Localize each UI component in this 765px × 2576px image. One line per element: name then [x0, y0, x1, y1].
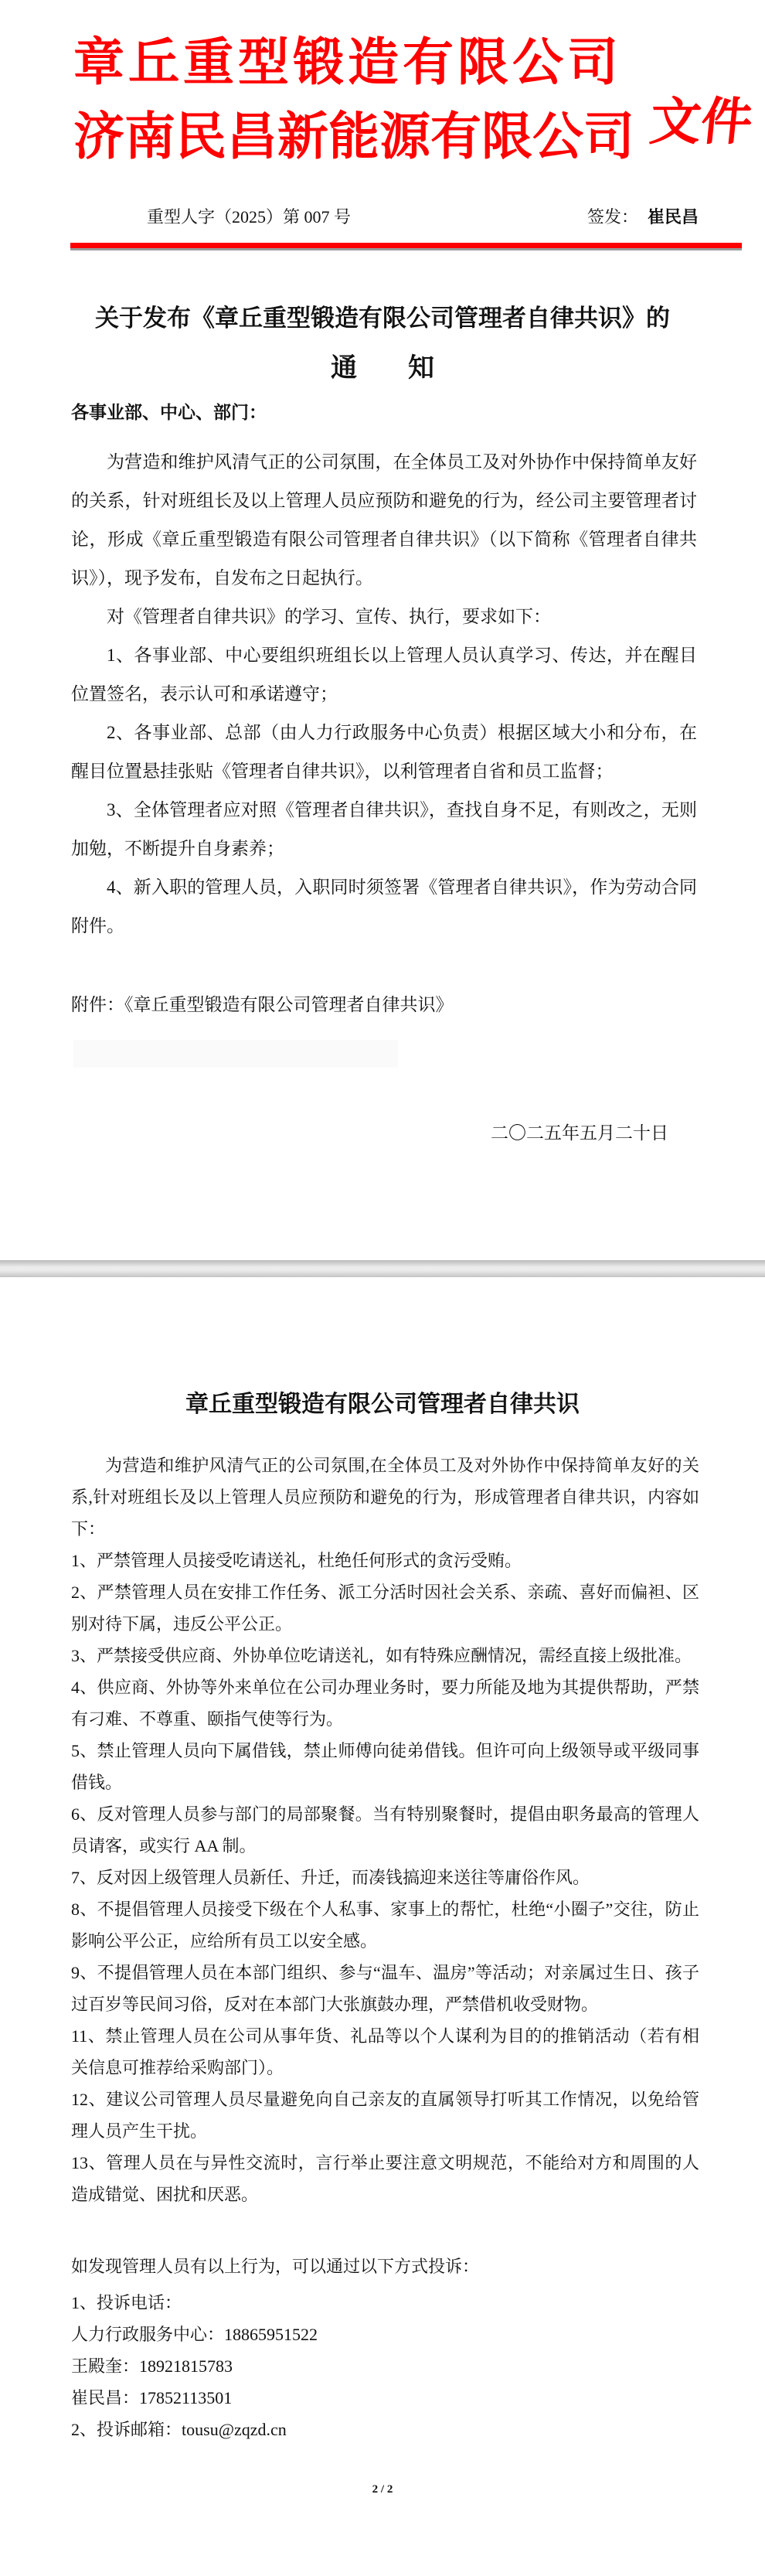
notice-paragraph: 为营造和维护风清气正的公司氛围，在全体员工及对外协作中保持简单友好的关系，针对班组长及以上管理人员应预防和避免的行为，经公司主要管理者讨论，形成《章丘重型锻造有限公司管理者自律共识》（以下简称《管理者自律共识》），现予发布，自发布之日起执行。: [71, 452, 697, 588]
issuer-label: 签发：: [586, 207, 638, 227]
notice-item: 3、全体管理者应对照《管理者自律共识》，查找自身不足，有则改之，无则加勉，不断提升自身素养；: [71, 800, 697, 858]
consensus-item: 1、严禁管理人员接受吃请送礼，杜绝任何形式的贪污受贿。: [71, 1551, 522, 1570]
contact-name: 人力行政服务中心：: [71, 2325, 225, 2344]
salutation: 各事业部、中心、部门：: [71, 402, 267, 422]
contact-phone: 18865951522: [224, 2325, 318, 2344]
notice-subtitle: [0, 353, 765, 383]
complaint-intro: 如发现管理人员有以上行为，可以通过以下方式投诉：: [71, 2257, 480, 2276]
complaint-email-address: tousu@zqzd.cn: [182, 2420, 287, 2439]
contact-entry: [71, 2319, 699, 2350]
notice-body: [0, 443, 765, 946]
attachment-line: 附件：《章丘重型锻造有限公司管理者自律共识》: [71, 995, 454, 1014]
page-break-divider: [0, 1260, 765, 1277]
contact-phone: 18921815783: [139, 2356, 233, 2376]
consensus-item: 3、严禁接受供应商、外协单位吃请送礼，如有特殊应酬情况，需经直接上级批准。: [71, 1646, 692, 1665]
contact-name: 王殿奎：: [71, 2356, 140, 2376]
notice-item: 4、新入职的管理人员，入职同时须签署《管理者自律共识》，作为劳动合同附件。: [71, 877, 697, 935]
page-number-indicator: 2 / 2: [372, 2483, 393, 2496]
complaint-email-line: [71, 2414, 699, 2445]
consensus-item: 13、管理人员在与异性交流时，言行举止要注意文明规范，不能给对方和周围的人造成错觉、困扰和厌恶。: [71, 2153, 699, 2204]
notice-subtitle-char1: 通: [331, 353, 357, 383]
complaint-phone-label: 1、投诉电话：: [71, 2293, 182, 2312]
consensus-item: 11、禁止管理人员在公司从事年货、礼品等以个人谋利为目的的推销活动（若有相关信息可推荐给采购部门）。: [71, 2026, 699, 2077]
document-type-label: 文件: [647, 94, 756, 151]
issuer-name: 崔民昌: [647, 207, 699, 227]
company-name-line2: 济南民昌新能源有限公司: [73, 109, 634, 165]
consensus-item: 7、反对因上级管理人员新任、升迁，而凑钱搞迎来送往等庸俗作风。: [71, 1868, 590, 1887]
notice-item: 2、各事业部、总部（由人力行政服务中心负责）根据区域大小和分布，在醒目位置悬挂张贴《管理者自律共识》，以利管理者自省和员工监督；: [71, 723, 697, 781]
scan-artifact-highlight: [73, 1040, 398, 1068]
red-separator-rule: [70, 243, 742, 250]
consensus-intro: 为营造和维护风清气正的公司氛围,在全体员工及对外协作中保持简单友好的关系,针对班组长及以上管理人员应预防和避免的行为，形成管理者自律共识，内容如下：: [71, 1456, 699, 1538]
complaint-email-label: 2、投诉邮箱：: [71, 2420, 182, 2439]
consensus-item: 8、不提倡管理人员接受下级在个人私事、家事上的帮忙，杜绝“小圈子”交往，防止影响公平公正，应给所有员工以安全感。: [71, 1900, 699, 1951]
company-name-line1: 章丘重型锻造有限公司: [73, 35, 622, 91]
contact-phone: 17852113501: [139, 2388, 233, 2407]
consensus-title: 章丘重型锻造有限公司管理者自律共识: [185, 1392, 580, 1417]
consensus-item: 9、不提倡管理人员在本部门组织、参与“温车、温房”等活动；对亲属过生日、孩子过百岁等民间习俗，反对在本部门大张旗鼓办理，严禁借机收受财物。: [71, 1963, 699, 2014]
notice-title: 关于发布《章丘重型锻造有限公司管理者自律共识》的: [95, 305, 670, 332]
consensus-item: 5、禁止管理人员向下属借钱，禁止师傅向徒弟借钱。但许可向上级领导或平级同事借钱。: [71, 1741, 699, 1792]
issuer: [587, 206, 699, 229]
consensus-item: 12、建议公司管理人员尽量避免向自己亲友的直属领导打听其工作情况，以免给管理人员产生干扰。: [71, 2090, 699, 2141]
document-number-row: [0, 206, 765, 229]
consensus-item: 4、供应商、外协等外来单位在公司办理业务时，要力所能及地为其提供帮助，严禁有刁难、不尊重、颐指气使等行为。: [71, 1678, 699, 1729]
contact-entry: [71, 2350, 699, 2382]
notice-paragraph: 对《管理者自律共识》的学习、宣传、执行，要求如下：: [107, 607, 551, 626]
consensus-item: 2、严禁管理人员在安排工作任务、派工分活时因社会关系、亲疏、喜好而偏袒、区别对待下属，违反公平公正。: [71, 1583, 699, 1634]
notice-subtitle-char2: 知: [408, 353, 434, 383]
contact-name: 崔民昌：: [71, 2388, 140, 2407]
consensus-item: 6、反对管理人员参与部门的局部聚餐。当有特别聚餐时，提倡由职务最高的管理人员请客，或实行 AA 制。: [71, 1804, 699, 1855]
issue-date: 二〇二五年五月二十日: [491, 1123, 668, 1143]
letterhead: [0, 0, 765, 175]
contact-entry: [71, 2382, 699, 2414]
notice-item: 1、各事业部、中心要组织班组长以上管理人员认真学习、传达，并在醒目位置签名，表示认可和承诺遵守；: [71, 646, 697, 704]
document-number: 重型人字（2025）第 007 号: [147, 207, 352, 227]
